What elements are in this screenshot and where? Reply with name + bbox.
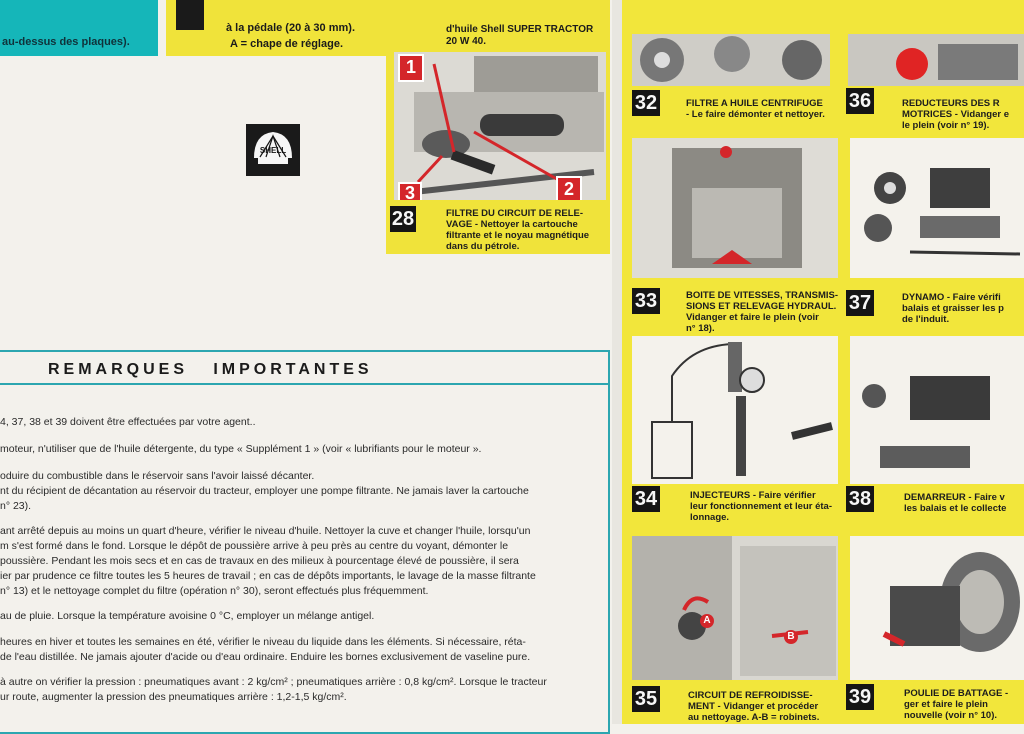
panel-37-photo [850, 138, 1024, 278]
dynamo-illustration [850, 138, 1024, 278]
caption-line: Vidanger et faire le plein (voir [686, 312, 819, 323]
panel-34-photo [632, 336, 838, 484]
remarks-line: à autre on vérifier la pression : pneumatiques avant : 2 kg/cm² ; pneumatiques arrière : 0,8 kg/cm². Lorsque le tracteur [0, 676, 547, 688]
belt-pulley-illustration [850, 536, 1024, 680]
caption-line: balais et graisser les p [902, 303, 1004, 314]
remarks-line: m s'est formé dans le fond. Lorsque le dépôt de poussière arrive à peu près au centre du voyant, démonter le [0, 540, 509, 552]
caption-line: DYNAMO - Faire vérifi [902, 292, 1001, 303]
remarks-line: 4, 37, 38 et 39 doivent être effectuées par votre agent.. [0, 416, 256, 428]
panel-32-number: 32 [632, 90, 660, 116]
panel-39-photo [850, 536, 1024, 680]
cooling-circuit-illustration [632, 536, 838, 680]
panel-33-photo [632, 138, 838, 278]
caption-line: nouvelle (voir n° 10). [904, 710, 998, 721]
caption-line: FILTRE DU CIRCUIT DE RELE- [446, 208, 584, 219]
caption-line: MENT - Vidanger et procéder [688, 701, 819, 712]
caption-line: BOITE DE VITESSES, TRANSMIS- [686, 290, 839, 301]
caption-line: au nettoyage. A-B = robinets. [688, 712, 820, 723]
panel-37-caption [902, 292, 1004, 325]
card28-number: 28 [391, 208, 415, 230]
panel-35-photo [632, 536, 838, 680]
panel-36-number: 36 [846, 88, 874, 114]
panel-32-caption [686, 98, 825, 120]
caption-line: ger et faire le plein [904, 699, 988, 710]
panel-33-caption [686, 290, 838, 334]
remarks-line: ur route, augmenter la pression des pneumatiques arrière : 1,2-1,5 kg/cm². [0, 691, 347, 703]
top-yellow-number-box [176, 0, 204, 30]
caption-line: les balais et le collecte [904, 503, 1007, 514]
panel-32-photo [632, 34, 830, 86]
gearbox-illustration [632, 138, 838, 278]
remarks-line: ant arrêté depuis au moins un quart d'heure, vérifier le niveau d'huile. Nettoyer la cuve et changer l'huile, lorsqu'un [0, 525, 531, 537]
caption-line: FILTRE A HUILE CENTRIFUGE [686, 98, 823, 109]
panel-37-number: 37 [846, 290, 874, 316]
panel-39-number: 39 [846, 684, 874, 710]
teal-note-strip [0, 0, 158, 56]
remarks-line: heures en hiver et toutes les semaines en été, vérifier le niveau du liquide dans les éléments. Si nécessaire, réta- [0, 636, 526, 648]
caption-line: POULIE DE BATTAGE - [904, 688, 1009, 699]
remarks-line: nt du récipient de décantation au réservoir du tracteur, employer une pompe filtrante. Ne jamais laver la cartouche [0, 485, 529, 497]
caption-line: dans du pétrole. [446, 241, 520, 252]
top-yellow-card [166, 0, 386, 56]
remarks-line: ier par prudence ce filtre toutes les 5 heures de travail ; en cas de dépôts importants, le lavage de la masse filtrante [0, 570, 536, 582]
remarks-title: REMARQUES IMPORTANTES [48, 361, 373, 378]
teal-note-text: au-dessus des plaques). [2, 36, 130, 48]
callout-1: 1 [398, 54, 424, 82]
remarks-line: au de pluie. Lorsque la température avoisine 0 °C, employer un mélange antigel. [0, 610, 375, 622]
caption-line: SIONS ET RELEVAGE HYDRAUL. [686, 301, 837, 312]
centrifugal-filter-illustration [632, 34, 830, 86]
panel-34-caption [690, 490, 832, 523]
panel-35-caption [688, 690, 819, 723]
caption-line: n° 18). [686, 323, 715, 334]
caption-line: - Le faire démonter et nettoyer. [686, 109, 825, 120]
panel-33-number: 33 [632, 288, 660, 314]
panel-35-number: 35 [632, 686, 660, 712]
caption-line: INJECTEURS - Faire vérifier [690, 490, 816, 501]
panel-38-caption [904, 492, 1006, 514]
panel-38-photo [850, 336, 1024, 484]
callout-3: 3 [398, 182, 422, 200]
starter-motor-illustration [850, 336, 1024, 484]
remarks-line: n° 23). [0, 500, 32, 512]
caption-line: DEMARREUR - Faire v [904, 492, 1005, 503]
panel-39-caption [904, 688, 1008, 721]
valve-label-b: B [784, 630, 798, 644]
remarks-line: oduire du combustible dans le réservoir sans l'avoir laissé décanter. [0, 470, 315, 482]
panel-34-number: 34 [632, 486, 660, 512]
valve-label-a: A [700, 614, 714, 628]
caption-line: filtrante et le noyau magnétique [446, 230, 590, 241]
remarks-line: de l'eau distillée. Ne jamais ajouter d'acide ou d'eau ordinaire. Enduire les bornes exclusivement de vaseline pure. [0, 651, 531, 663]
caption-line: le plein (voir n° 19). [902, 120, 990, 131]
caption-line: REDUCTEURS DES R [902, 98, 1000, 109]
caption-line: MOTRICES - Vidanger e [902, 109, 1009, 120]
caption-line: leur fonctionnement et leur éta- [690, 501, 832, 512]
panel-36-caption [902, 98, 1009, 131]
caption-line: de l'induit. [902, 314, 950, 325]
remarks-line: moteur, n'utiliser que de l'huile détergente, du type « Supplément 1 » (voir « lubrifiants pour le moteur ». [0, 443, 482, 455]
panel-38-number: 38 [846, 486, 874, 512]
card28-photo [394, 52, 606, 200]
remarks-line: poussière. Pendant les mois secs et en cas de travaux en des milieux à pourcentage élevé de poussière, il sera [0, 555, 519, 567]
callout-2: 2 [556, 176, 582, 200]
top-yellow-line2: A = chape de réglage. [230, 38, 343, 50]
shell-logo-text: SHELL [259, 146, 287, 155]
remarks-title-rule [0, 383, 608, 385]
card-28 [386, 0, 610, 254]
caption-line: CIRCUIT DE REFROIDISSE- [688, 690, 813, 701]
card28-caption [446, 208, 589, 252]
shell-logo [246, 124, 300, 176]
injector-tester-illustration [632, 336, 838, 484]
caption-line: lonnage. [690, 512, 730, 523]
top-yellow-line1: à la pédale (20 à 30 mm). [226, 22, 356, 34]
remarks-line: n° 13) et le nettoyage complet du filtre (opération n° 30), seront effectués plus fréquemment. [0, 585, 429, 597]
card28-header-line2: 20 W 40. [446, 36, 487, 47]
card28-header-line1: d'huile Shell SUPER TRACTOR [446, 24, 594, 35]
caption-line: VAGE - Nettoyer la cartouche [446, 219, 578, 230]
final-drive-illustration [848, 34, 1024, 86]
panel-36-photo [848, 34, 1024, 86]
